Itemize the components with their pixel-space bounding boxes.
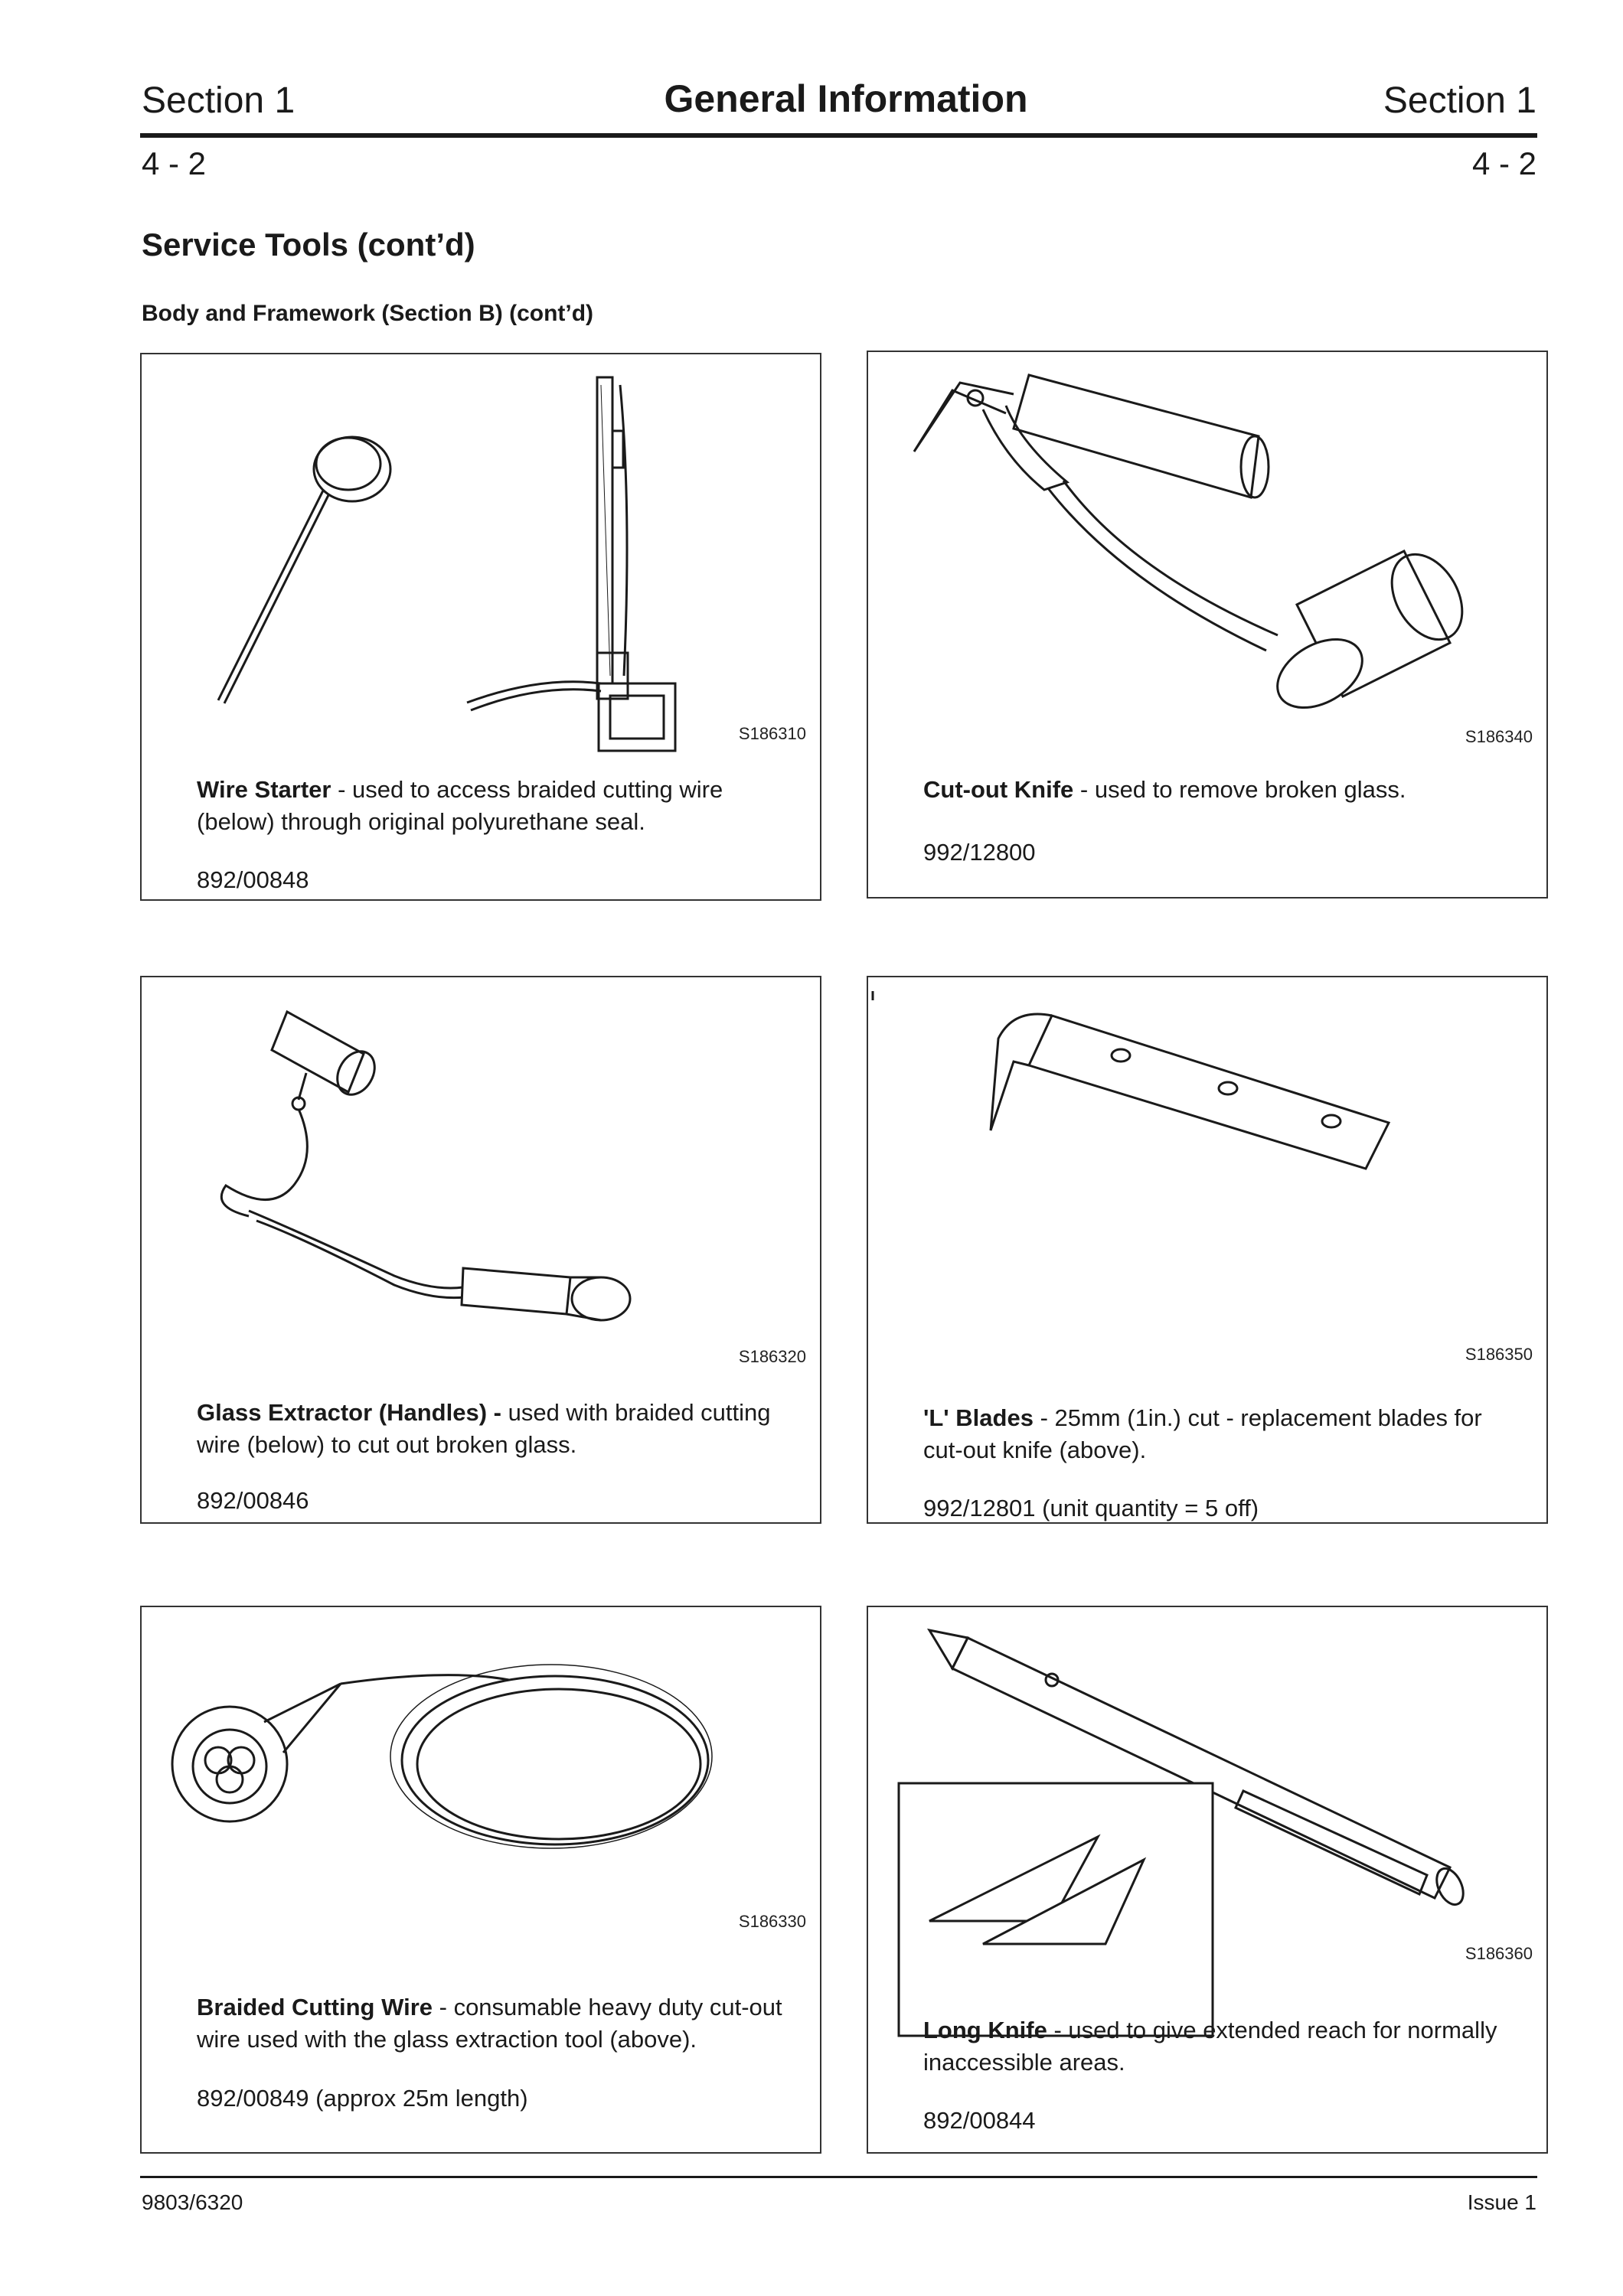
- document-number: 9803/6320: [142, 2190, 243, 2214]
- tool-panel-braided-cutting-wire: [140, 1606, 821, 2154]
- tool-name: Wire Starter: [197, 776, 331, 803]
- section-label-left: Section 1: [142, 80, 296, 121]
- page-title: Service Tools (cont’d): [142, 227, 475, 263]
- tool-description-text: - used to give extended reach for normally inaccessible areas.: [923, 2017, 1497, 2076]
- tool-name: 'L' Blades: [923, 1404, 1034, 1431]
- tool-description: [923, 1402, 1523, 1466]
- part-number: 992/12801 (unit quantity = 5 off): [923, 1495, 1259, 1521]
- tool-description-text: - 25mm (1in.) cut - replacement blades for cut-out knife (above).: [923, 1404, 1482, 1463]
- tool-panel-wire-starter: [140, 353, 821, 901]
- tool-name: Cut-out Knife: [923, 776, 1074, 803]
- tool-description: [197, 1991, 797, 2056]
- tool-panel-glass-extractor: [140, 976, 821, 1524]
- part-number: 892/00846: [197, 1487, 309, 1514]
- tool-description-text: - used to remove broken glass.: [1073, 776, 1406, 803]
- page-header-title: General Information: [664, 77, 1028, 120]
- footer-rule: [140, 2176, 1537, 2178]
- page-number-left: 4 - 2: [142, 145, 207, 181]
- tool-description: [197, 774, 797, 838]
- figure-code: S186310: [738, 724, 806, 743]
- issue-label: Issue 1: [1467, 2190, 1536, 2214]
- page-number-right: 4 - 2: [1471, 145, 1536, 181]
- tool-name: Braided Cutting Wire: [197, 1994, 433, 2020]
- tool-description-text: - consumable heavy duty cut-out wire used with the glass extraction tool (above).: [197, 1994, 782, 2053]
- braided-cutting-wire-illustration: [142, 1607, 820, 2152]
- page-subtitle: Body and Framework (Section B) (cont’d): [142, 301, 594, 326]
- part-number: 892/00849 (approx 25m length): [197, 2085, 528, 2112]
- tool-panel-cut-out-knife: [867, 351, 1548, 899]
- tool-panel-l-blades: [867, 976, 1548, 1524]
- figure-code: S186340: [1465, 727, 1533, 746]
- figure-code: S186360: [1465, 1944, 1533, 1963]
- tool-description: [197, 1397, 797, 1461]
- tool-description: [923, 774, 1523, 806]
- cut-out-knife-illustration: [868, 352, 1546, 897]
- figure-code: S186350: [1465, 1345, 1533, 1364]
- tool-description-text: - used to access braided cutting wire (below) through original polyurethane seal.: [197, 776, 723, 835]
- part-number: 992/12800: [923, 839, 1036, 866]
- tool-description: [923, 2014, 1523, 2079]
- tool-description-text: used with braided cutting wire (below) to cut out broken glass.: [197, 1399, 771, 1458]
- part-number: 892/00848: [197, 866, 309, 893]
- tool-name: Long Knife: [923, 2017, 1047, 2043]
- section-label-right: Section 1: [1383, 80, 1536, 121]
- part-number: 892/00844: [923, 2107, 1036, 2134]
- tool-name: Glass Extractor (Handles) -: [197, 1399, 501, 1426]
- figure-code: S186330: [738, 1912, 806, 1931]
- figure-code: S186320: [738, 1347, 806, 1366]
- header-rule: [140, 133, 1537, 138]
- tool-panel-long-knife: [867, 1606, 1548, 2154]
